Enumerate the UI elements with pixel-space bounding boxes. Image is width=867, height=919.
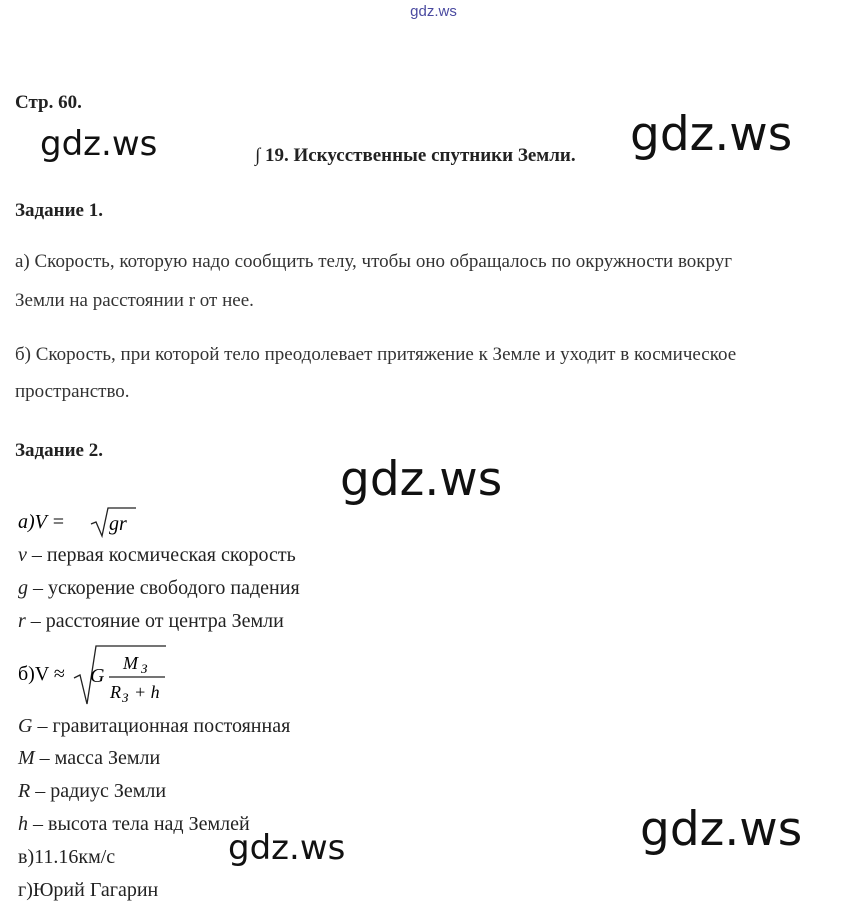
page-label: Стр. 60. — [15, 92, 82, 113]
definition: – гравитационная постоянная — [32, 715, 291, 737]
formula-b-den-R: R — [110, 682, 121, 702]
formula-b-G: G — [90, 665, 105, 687]
formula-a — [18, 504, 138, 540]
formula-a-svg — [18, 504, 138, 540]
definition: – первая космическая скорость — [26, 544, 296, 566]
symbol: G — [18, 715, 33, 737]
symbol: M — [18, 747, 35, 769]
definition: – расстояние от центра Земли — [25, 610, 284, 632]
task1-answer-a-line1: а) Скорость, которую надо сообщить телу, чтобы оно обращалось по окружности вокруг — [15, 251, 733, 272]
def-R — [18, 780, 166, 803]
formula-b — [18, 642, 178, 708]
definition: – масса Земли — [34, 747, 161, 769]
symbol: r — [18, 610, 26, 632]
def-r — [18, 610, 284, 633]
watermark: gdz.ws — [40, 124, 158, 164]
task1-answer-b-line2: пространство. — [15, 381, 130, 402]
top-watermark: gdz.ws — [410, 3, 457, 20]
watermark: gdz.ws — [340, 452, 503, 507]
watermark: gdz.ws — [630, 107, 793, 162]
formula-a-radicand: gr — [109, 513, 127, 535]
task2-heading: Задание 2. — [15, 440, 103, 461]
def-G — [18, 715, 290, 738]
watermark: gdz.ws — [228, 828, 346, 868]
formula-b-svg — [18, 642, 178, 708]
formula-b-numerator: M — [123, 653, 138, 673]
answer-c: в)11.16км/с — [18, 846, 116, 868]
def-v — [18, 544, 296, 567]
symbol: v — [18, 544, 27, 566]
symbol: g — [18, 577, 28, 599]
formula-b-prefix: б)V ≈ — [18, 663, 65, 685]
def-M — [18, 747, 160, 770]
symbol: h — [18, 813, 28, 835]
task1-answer-a-line2: Земли на расстоянии r от нее. — [15, 290, 254, 311]
def-g — [18, 577, 300, 600]
symbol: R — [18, 780, 31, 802]
task1-answer-b-line1: б) Скорость, при которой тело преодолевает притяжение к Земле и уходит в космическое — [15, 344, 737, 365]
section-title: ∫ 19. Искусственные спутники Земли. — [255, 145, 576, 166]
watermark: gdz.ws — [640, 802, 803, 857]
task1-heading: Задание 1. — [15, 200, 103, 221]
formula-b-den-sub: З — [122, 690, 129, 705]
formula-b-num-sub: З — [141, 661, 148, 676]
answer-d: г)Юрий Гагарин — [18, 879, 159, 901]
definition: – радиус Земли — [30, 780, 167, 802]
formula-b-den-rest: + h — [134, 682, 160, 702]
formula-a-prefix: a)V = — [18, 511, 66, 533]
def-h — [18, 813, 250, 836]
definition: – высота тела над Землей — [28, 813, 250, 835]
definition: – ускорение свободого падения — [28, 577, 300, 599]
